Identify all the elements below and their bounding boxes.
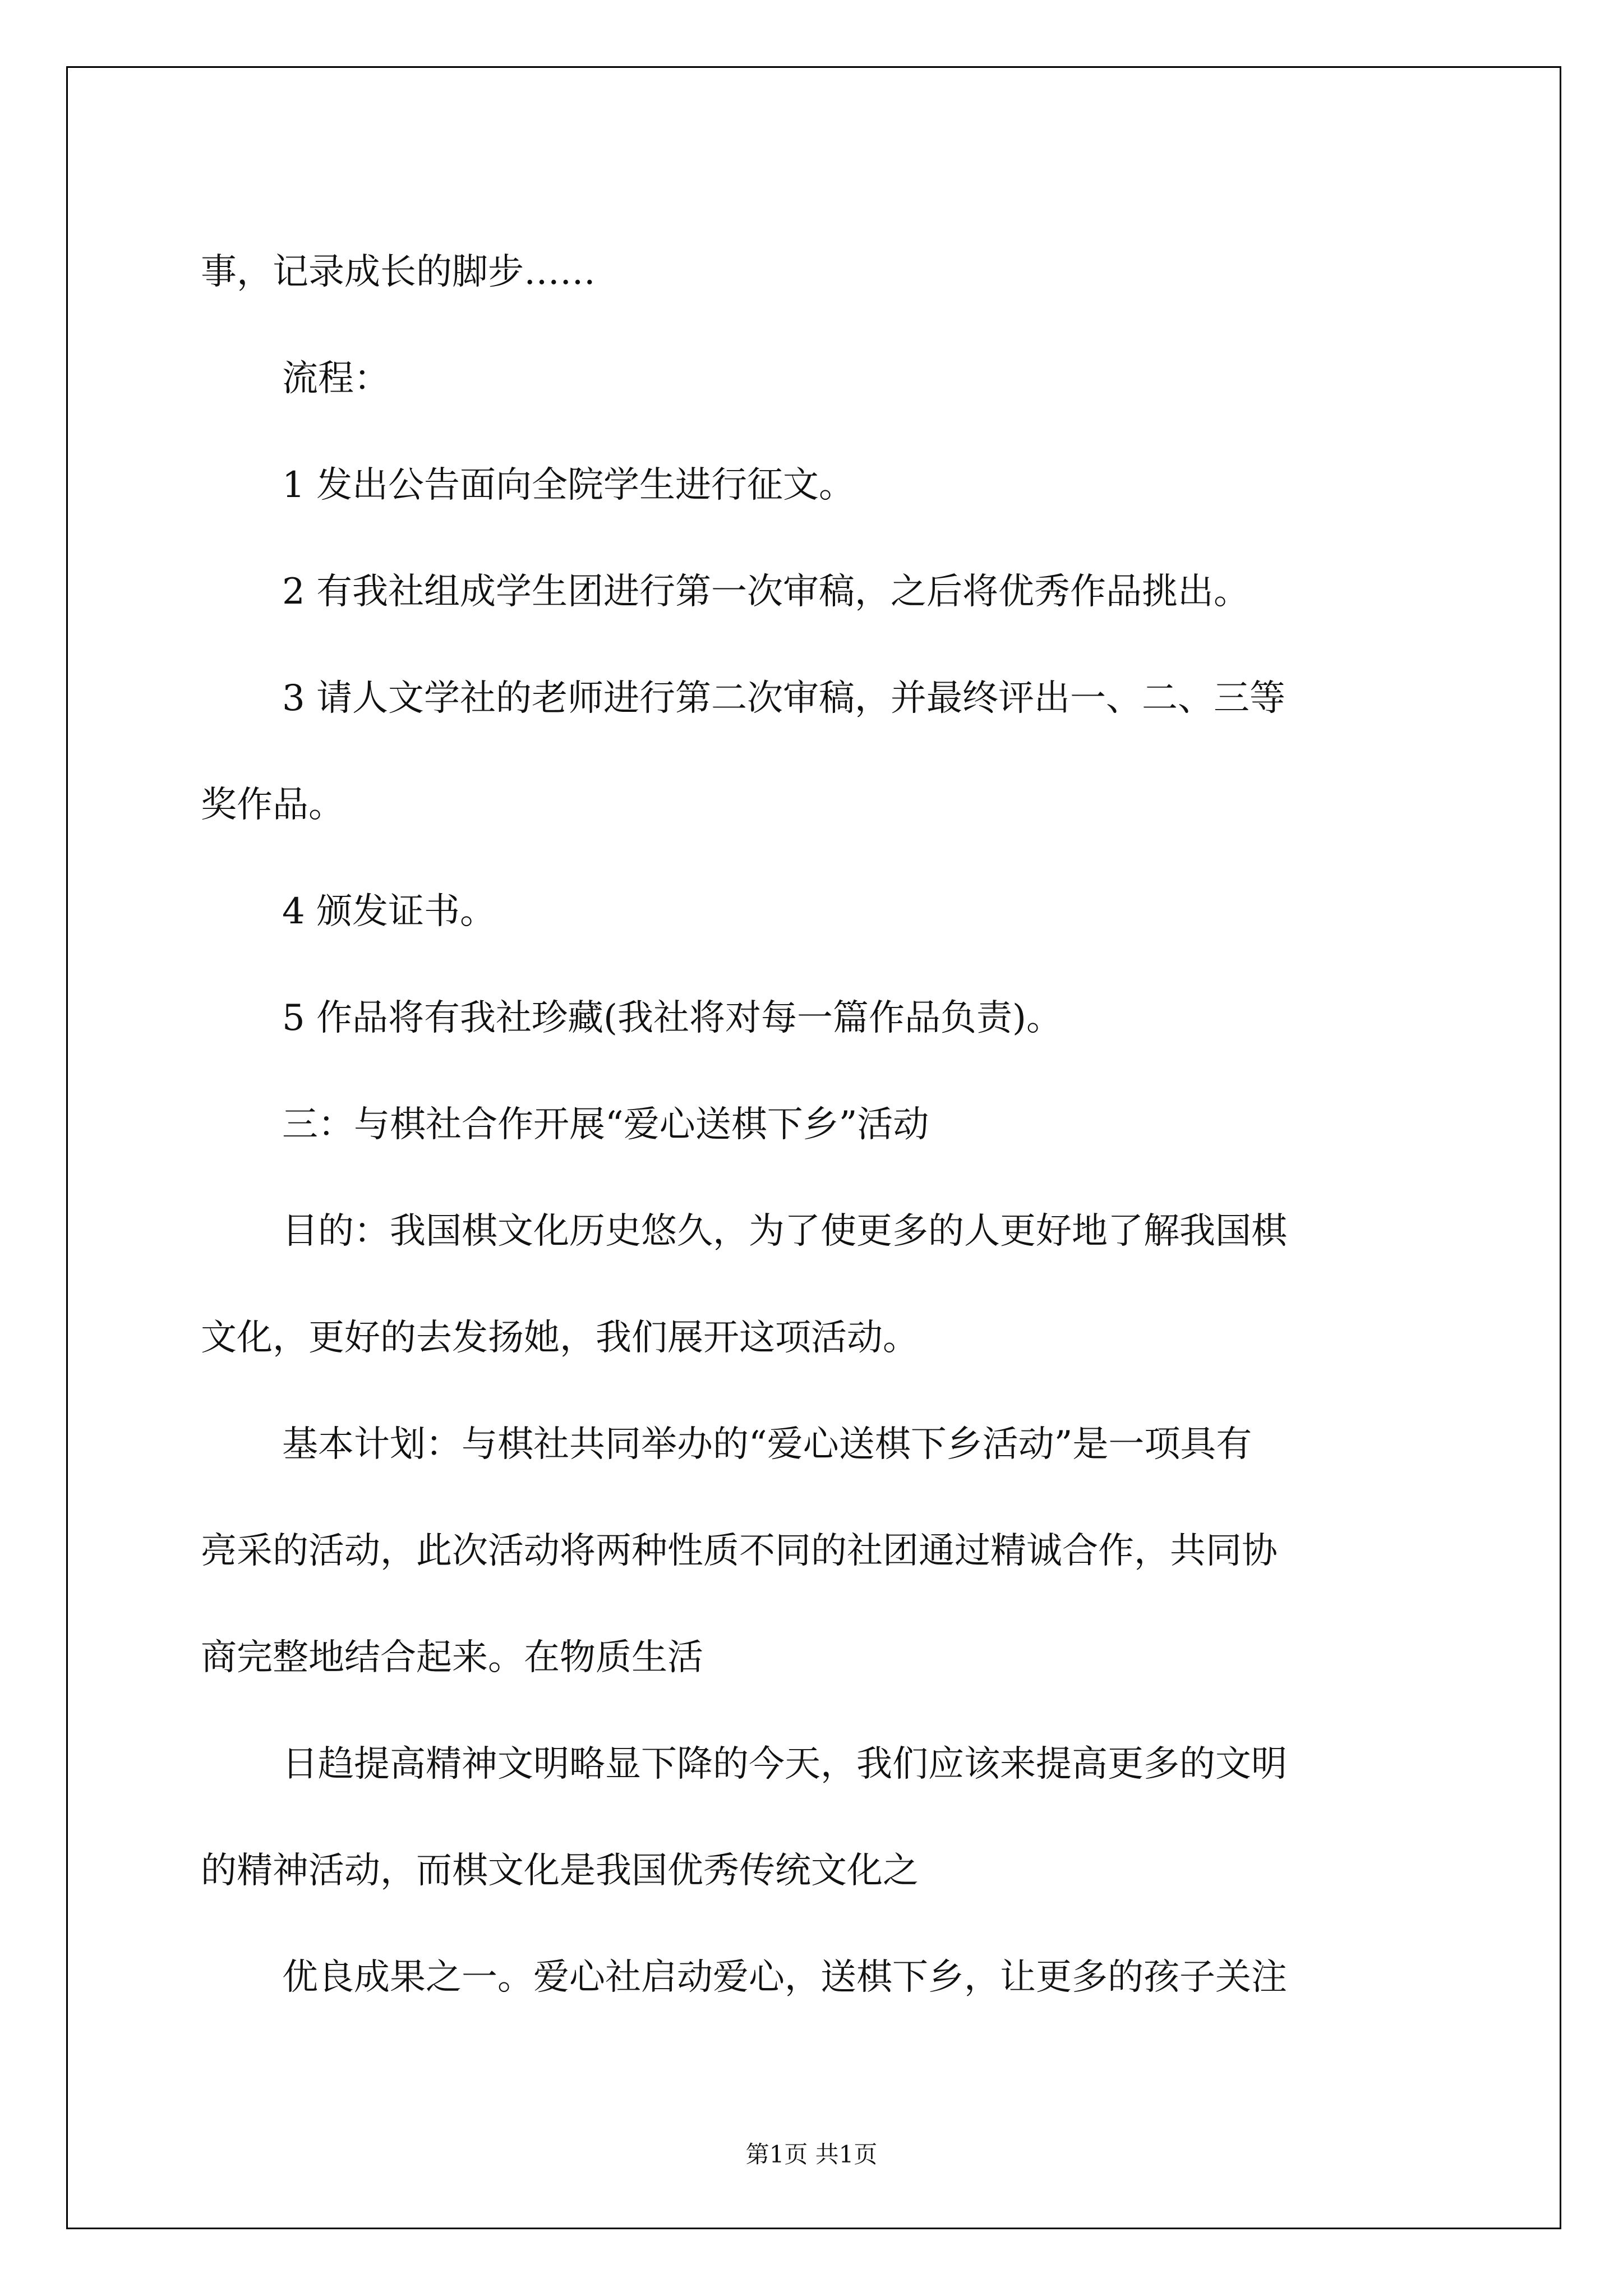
text-line: 亮采的活动，此次活动将两种性质不同的社团通过精诚合作，共同协 <box>201 1530 1278 1572</box>
text-line: 商完整地结合起来。在物质生活 <box>201 1637 703 1678</box>
text-line: 5 作品将有我社珍藏(我社将对每一篇作品负责)。 <box>282 997 1062 1039</box>
text-line: 1 发出公告面向全院学生进行征文。 <box>282 464 855 506</box>
text-line: 文化，更好的去发扬她，我们展开这项活动。 <box>201 1317 919 1359</box>
text-line: 的精神活动，而棋文化是我国优秀传统文化之 <box>201 1850 919 1892</box>
text-line: 奖作品。 <box>201 784 344 826</box>
text-line: 日趋提高精神文明略显下降的今天，我们应该来提高更多的文明 <box>282 1743 1287 1785</box>
text-line: 三：与棋社合作开展“爱心送棋下乡”活动 <box>282 1104 929 1145</box>
text-line: 事，记录成长的脚步…… <box>201 251 596 293</box>
text-line: 目的：我国棋文化历史悠久，为了使更多的人更好地了解我国棋 <box>282 1211 1287 1252</box>
text-line: 4 颁发证书。 <box>282 891 496 932</box>
text-line: 2 有我社组成学生团进行第一次审稿，之后将优秀作品挑出。 <box>282 571 1250 613</box>
text-line: 基本计划：与棋社共同举办的“爱心送棋下乡活动”是一项具有 <box>282 1424 1252 1465</box>
text-line: 流程： <box>282 358 390 399</box>
page-footer: 第1页 共1页 <box>745 2141 878 2168</box>
text-line: 优良成果之一。爱心社启动爱心，送棋下乡，让更多的孩子关注 <box>282 1957 1287 1998</box>
text-line: 3 请人文学社的老师进行第二次审稿，并最终评出一、二、三等 <box>282 678 1286 719</box>
